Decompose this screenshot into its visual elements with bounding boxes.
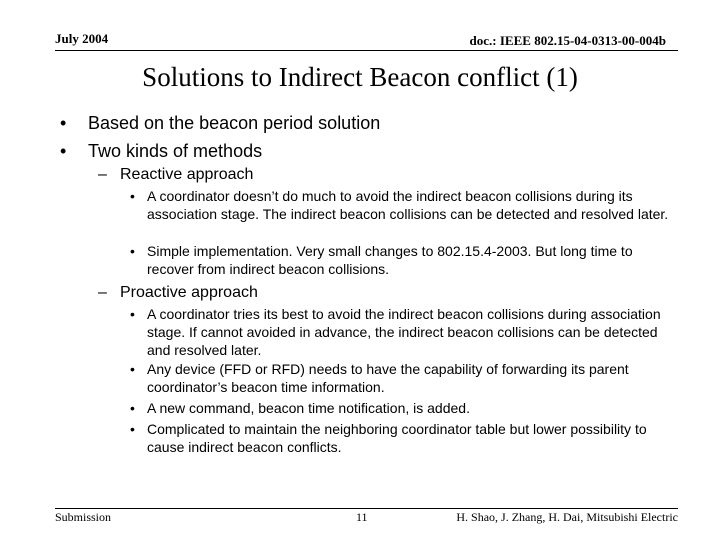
sub-bullet-item: [130, 420, 690, 456]
bullet-marker: •: [60, 141, 67, 161]
slide-title: Solutions to Indirect Beacon conflict (1): [142, 62, 578, 92]
bullet-marker: •: [130, 188, 135, 204]
sub-bullet-text: A coordinator doesn’t do much to avoid the indirect beacon collisions during its association stage. The indirect beacon collisions can be detected and resolved later.: [147, 188, 669, 222]
header-doc-id: doc.: IEEE 802.15-04-0313-00-004b: [469, 33, 666, 48]
sub-bullet-text: A coordinator tries its best to avoid the indirect beacon collisions during association stage. If cannot avoided in advance, the indirect beacon collisions can be detected and resolved later.: [147, 306, 661, 358]
header-divider: [55, 50, 678, 51]
footer-authors: H. Shao, J. Zhang, H. Dai, Mitsubishi Electric: [456, 510, 678, 524]
proactive-heading: Proactive approach: [120, 284, 258, 301]
bullet-text: Based on the beacon period solution: [88, 113, 381, 133]
sub-bullet-item: [130, 360, 690, 396]
bullet-marker: •: [130, 306, 135, 322]
sub-bullet-text: Simple implementation. Very small changes to 802.15.4-2003. But long time to recover from indirect beacon collisions.: [147, 243, 633, 277]
dash-marker: –: [98, 284, 107, 301]
sub-bullet-item: [130, 305, 690, 359]
sub-bullet-text: Any device (FFD or RFD) needs to have the capability of forwarding its parent coordinator’s beacon time information.: [147, 361, 629, 395]
sub-bullet-text: Complicated to maintain the neighboring coordinator table but lower possibility to cause indirect beacon conflicts.: [147, 421, 647, 455]
bullet-text: Two kinds of methods: [88, 141, 263, 161]
bullet-marker: •: [130, 421, 135, 437]
bullet-marker: •: [130, 400, 135, 416]
sub-bullet-item: [130, 187, 690, 223]
reactive-heading: Reactive approach: [120, 166, 254, 183]
page-number: 11: [356, 510, 368, 524]
dash-marker: –: [98, 166, 107, 183]
sub-bullet-item: [130, 399, 690, 417]
bullet-marker: •: [60, 113, 67, 133]
sub-bullet-item: [130, 242, 690, 278]
footer-submission: Submission: [55, 510, 112, 524]
footer-divider: [55, 508, 678, 509]
header-date: July 2004: [55, 31, 109, 46]
bullet-marker: •: [130, 361, 135, 377]
sub-bullet-text: A new command, beacon time notification, is added.: [147, 400, 470, 416]
bullet-marker: •: [130, 243, 135, 259]
